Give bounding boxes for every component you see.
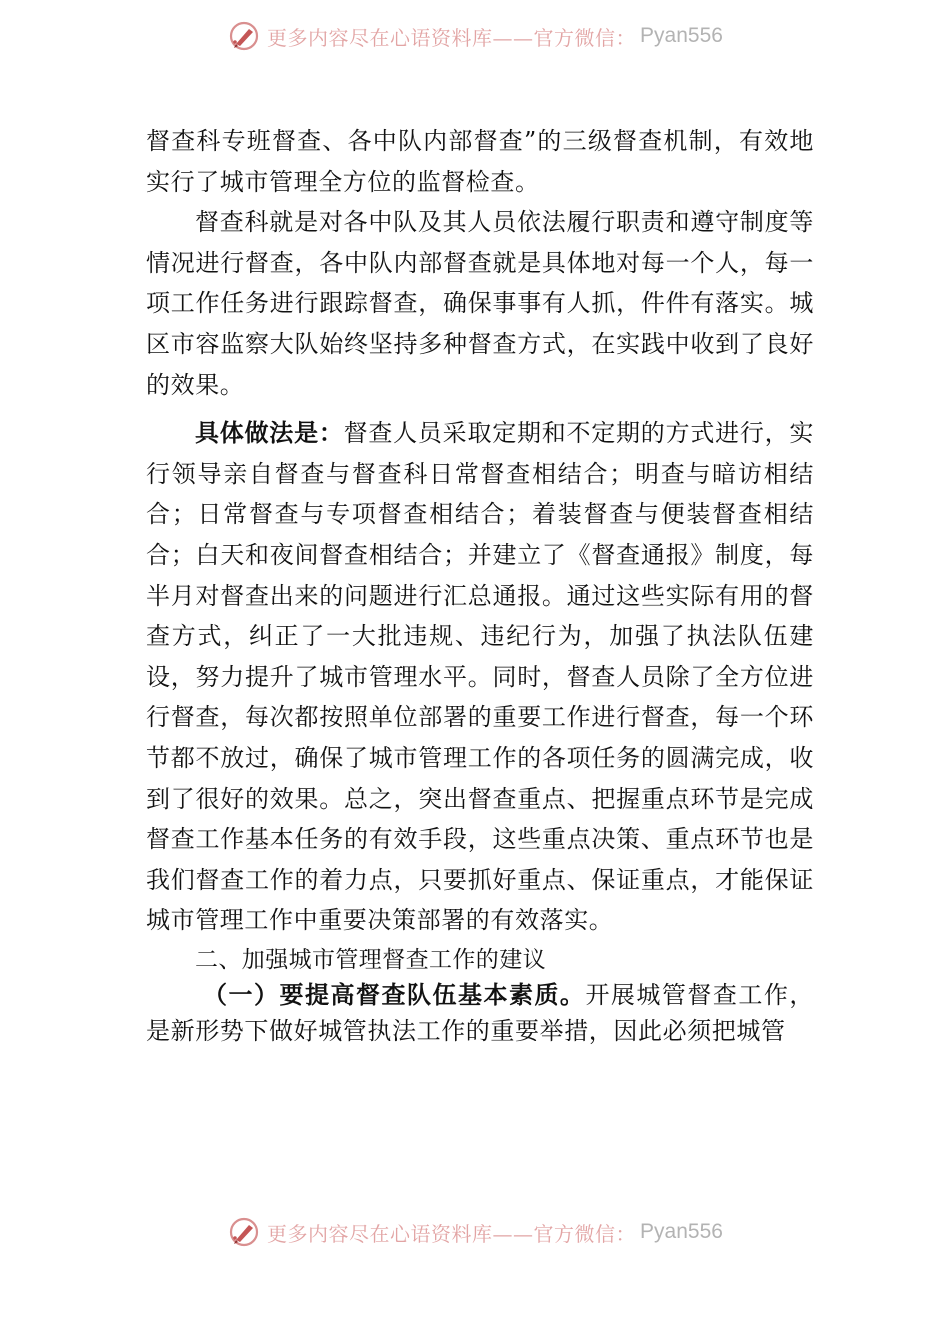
document-body	[146, 121, 814, 1049]
watermark-text: 更多内容尽在心语资料库——官方微信：	[267, 1221, 637, 1246]
watermark-account: Pyan556	[640, 1220, 723, 1243]
watermark-header	[0, 16, 950, 56]
paragraph-1: 督查科专班督查、各中队内部督查”的三级督查机制，有效地实行了城市管理全方位的监督检查。	[146, 127, 814, 196]
pen-logo-icon	[227, 19, 261, 53]
paragraph-4-body: 开展城管督查工作，是新形势下做好城管执法工作的重要举措，因此必须把城管	[146, 980, 814, 1045]
pen-logo-icon	[227, 1215, 261, 1249]
paragraph-3	[146, 413, 814, 941]
watermark-footer	[0, 1212, 950, 1252]
watermark-account: Pyan556	[640, 24, 723, 47]
paragraph-4	[146, 977, 814, 1049]
paragraph-4-lead: （一）要提高督查队伍基本素质。	[203, 980, 586, 1009]
paragraph-3-body: 督查人员采取定期和不定期的方式进行，实行领导亲自督查与督查科日常督查相结合；明查与暗访相结合；日常督查与专项督查相结合；着装督查与便装督查相结合；白天和夜间督查相结合；并建立了《督查通报》制度，每半月对督查出来的问题进行汇总通报。通过这些实际有用的督查方式，纠正了一大批违规、违纪行为，加强了执法队伍建设，努力提升了城市管理水平。同时，督查人员除了全方位进行督查，每次都按照单位部署的重要工作进行督查，每一个环节都不放过，确保了城市管理工作的各项任务的圆满完成，收到了很好的效果。总之，突出督查重点、把握重点环节是完成督查工作基本任务的有效手段，这些重点决策、重点环节也是我们督查工作的着力点，只要抓好重点、保证重点，才能保证城市管理工作中重要决策部署的有效落实。	[146, 419, 814, 935]
paragraph-2: 督查科就是对各中队及其人员依法履行职责和遵守制度等情况进行督查，各中队内部督查就是具体地对每一个人，每一项工作任务进行跟踪督查，确保事事有人抓，件件有落实。城区市容监察大队始终坚持多种督查方式，在实践中收到了良好的效果。	[146, 208, 814, 399]
paragraph-3-lead: 具体做法是：	[195, 419, 344, 448]
section-heading: 二、加强城市管理督查工作的建议	[195, 946, 546, 973]
watermark-text: 更多内容尽在心语资料库——官方微信：	[267, 25, 637, 50]
